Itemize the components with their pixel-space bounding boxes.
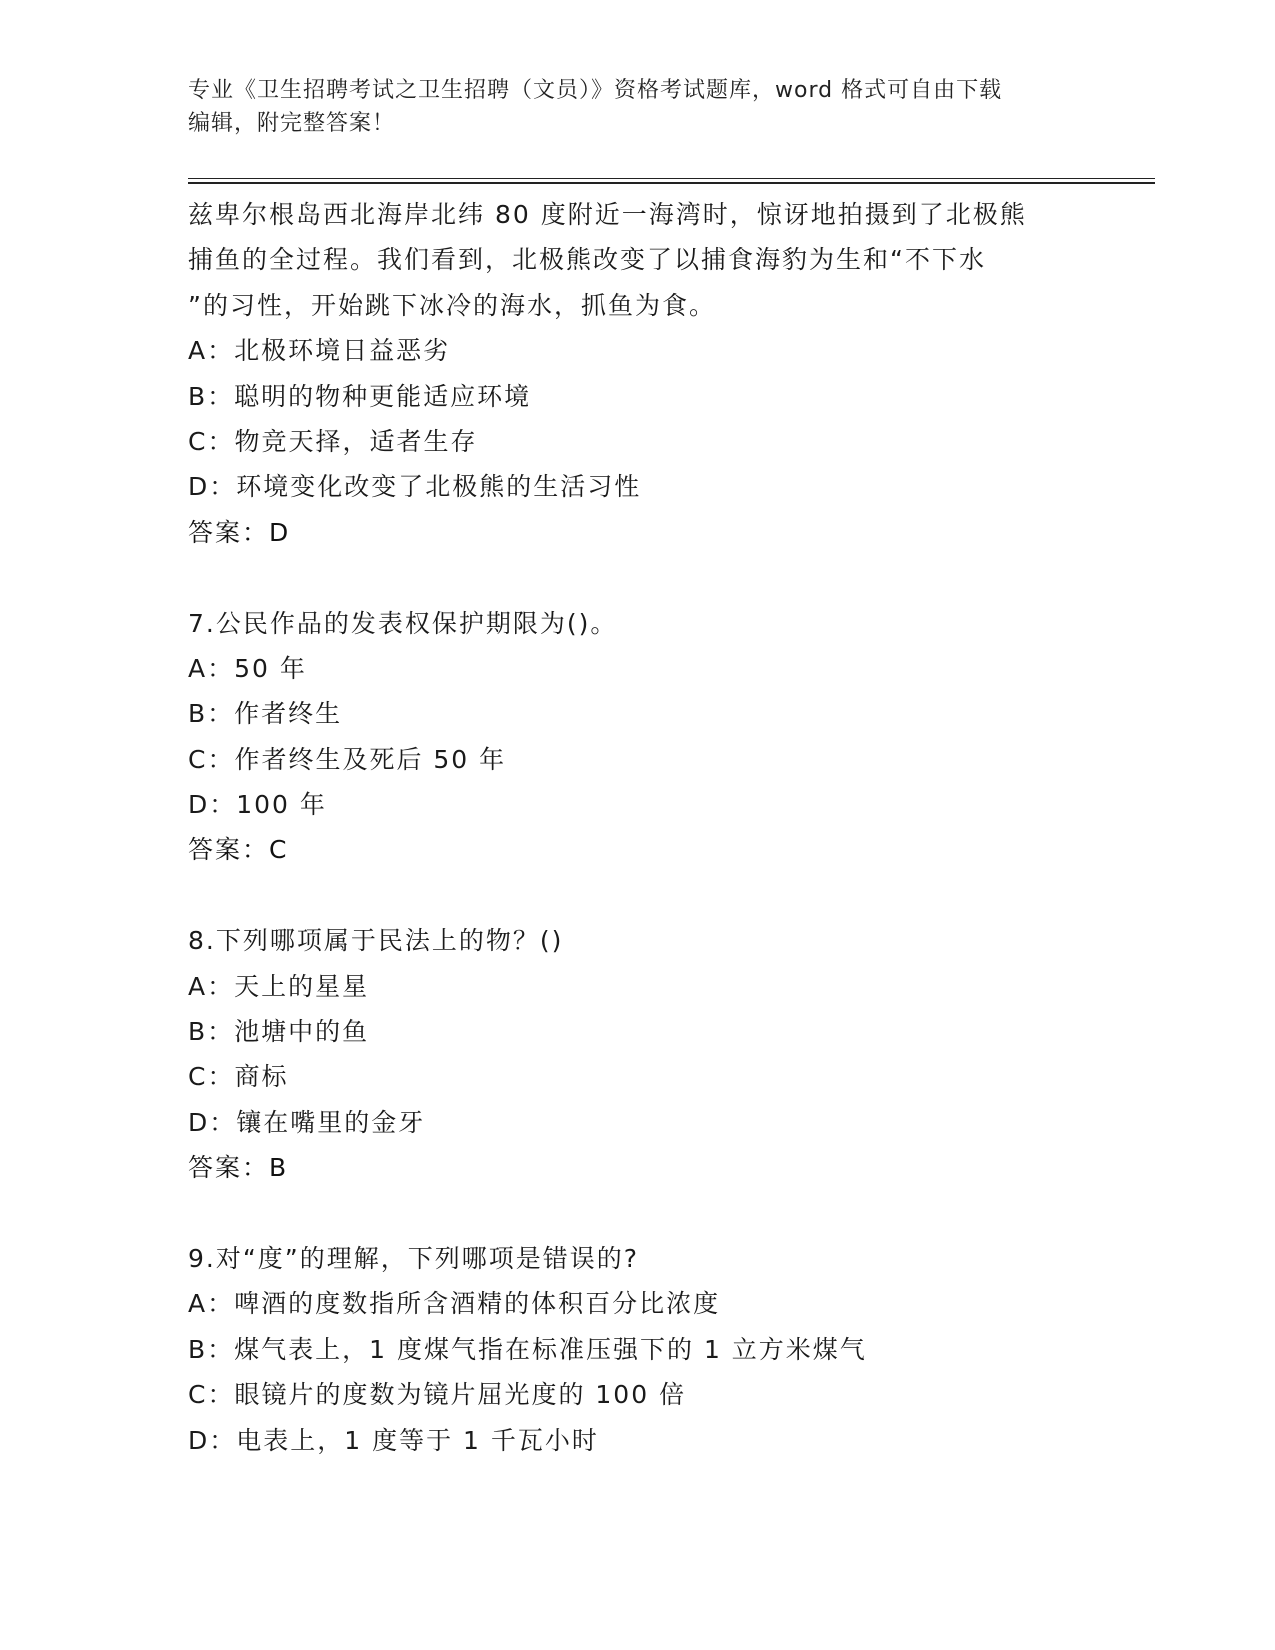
option-b: B：聪明的物种更能适应环境 [188, 381, 532, 411]
option-d: D：镶在嘴里的金牙 [188, 1107, 426, 1137]
option-a: A：啤酒的度数指所含酒精的体积百分比浓度 [188, 1289, 721, 1319]
option-b: B：作者终生 [188, 699, 343, 729]
option-b: B：池塘中的鱼 [188, 1017, 370, 1047]
header-line-1: 专业《卫生招聘考试之卫生招聘（文员）》资格考试题库，word 格式可自由下载 [188, 78, 1003, 103]
question-stem: 9.对“度”的理解，下列哪项是错误的? [188, 1243, 640, 1273]
question-stem-line: ”的习性，开始跳下冰冷的海水，抓鱼为食。 [188, 290, 716, 320]
option-c: C：商标 [188, 1062, 289, 1092]
question-stem: 7.公民作品的发表权保护期限为()。 [188, 608, 618, 638]
question-7 [188, 601, 1088, 873]
answer-line: 答案：B [188, 1153, 289, 1183]
spacer [188, 555, 1088, 600]
header-divider-thick [188, 182, 1155, 184]
question-stem: 8.下列哪项属于民法上的物？() [188, 926, 564, 956]
option-a: A：天上的星星 [188, 971, 370, 1001]
option-c: C：作者终生及死后 50 年 [188, 744, 507, 774]
option-d: D：电表上，1 度等于 1 千瓦小时 [188, 1425, 599, 1455]
header-divider-thin [188, 178, 1155, 179]
question-stem-line: 兹卑尔根岛西北海岸北纬 80 度附近一海湾时，惊讶地拍摄到了北极熊 [188, 200, 1027, 229]
header-line-2: 编辑，附完整答案！ [188, 111, 396, 136]
option-a: A：50 年 [188, 653, 307, 683]
option-d: D：100 年 [188, 790, 327, 820]
option-c: C：眼镜片的度数为镜片屈光度的 100 倍 [188, 1380, 687, 1410]
spacer [188, 873, 1088, 918]
document-header [188, 74, 1088, 140]
answer-line: 答案：D [188, 517, 291, 547]
question-9 [188, 1236, 1088, 1463]
question-content [188, 192, 1088, 1463]
question-stem-line: 捕鱼的全过程。我们看到，北极熊改变了以捕食海豹为生和“不下水 [188, 245, 986, 275]
option-d: D：环境变化改变了北极熊的生活习性 [188, 472, 642, 502]
option-b: B：煤气表上，1 度煤气指在标准压强下的 1 立方米煤气 [188, 1334, 867, 1364]
option-c: C：物竞天择，适者生存 [188, 426, 478, 456]
option-a: A：北极环境日益恶劣 [188, 336, 451, 366]
question-8 [188, 918, 1088, 1190]
question-6-continuation [188, 192, 1088, 555]
answer-line: 答案：C [188, 835, 289, 865]
spacer [188, 1191, 1088, 1236]
